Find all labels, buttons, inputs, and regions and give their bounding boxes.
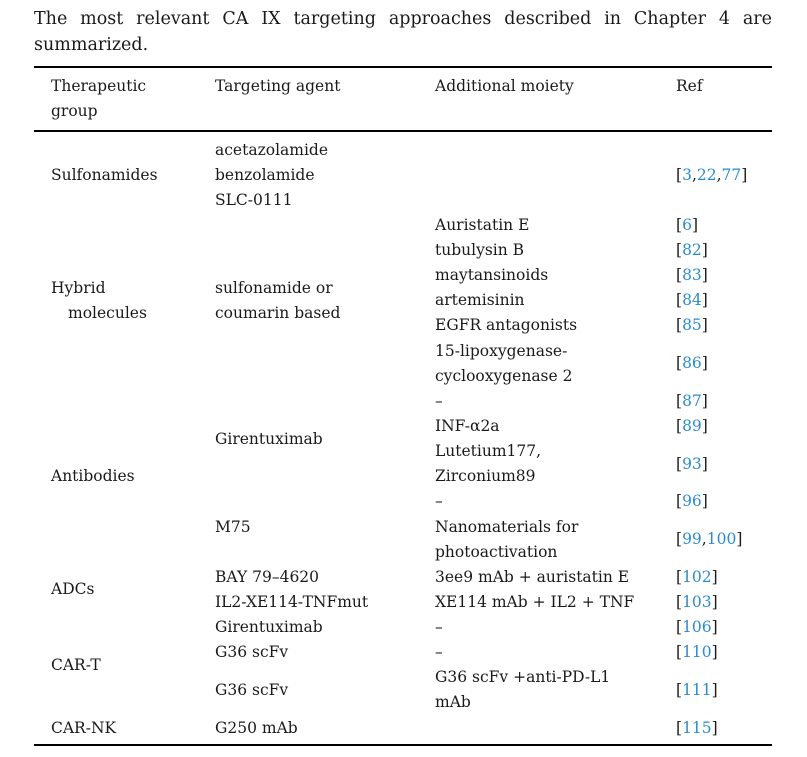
moiety-tubulysin: tubulysin B xyxy=(435,241,525,259)
group-car-nk: CAR-NK xyxy=(51,719,117,737)
moiety-lutetium: Lutetium177, xyxy=(435,442,542,460)
agent-girentuximab: Girentuximab xyxy=(215,430,323,448)
ref-link-83[interactable]: 83 xyxy=(682,266,702,284)
header-therapeutic-group: Therapeutic group xyxy=(51,77,147,120)
moiety-3ee9: 3ee9 mAb + auristatin E xyxy=(435,568,630,586)
agent-hybrid-line1: sulfonamide or xyxy=(215,279,333,297)
moiety-g36-pd-line1: G36 scFv +anti-PD-L1 xyxy=(435,668,611,686)
moiety-zirconium: Zirconium89 xyxy=(435,467,536,485)
moiety-lox-line1: 15-lipoxygenase- xyxy=(435,342,568,360)
ref-link-99[interactable]: 99 xyxy=(682,530,702,548)
group-hybrid-line1: Hybrid xyxy=(51,279,106,297)
ref-link-3[interactable]: 3 xyxy=(682,166,692,184)
ref-84: [84] xyxy=(676,291,708,309)
agent-m75: M75 xyxy=(215,518,251,536)
group-sulfonamides: Sulfonamides xyxy=(51,166,158,184)
ref-link-102[interactable]: 102 xyxy=(682,568,712,586)
ref-link-77[interactable]: 77 xyxy=(721,166,742,184)
agent-slc0111: SLC-0111 xyxy=(215,191,293,209)
agent-g250: G250 mAb xyxy=(215,719,298,737)
ref-link-111[interactable]: 111 xyxy=(682,681,712,699)
ref-link-89[interactable]: 89 xyxy=(682,417,702,435)
moiety-nano-line2: photoactivation xyxy=(435,543,558,561)
agent-girentuximab-adc: Girentuximab xyxy=(215,618,323,636)
moiety-dash-110: – xyxy=(435,643,443,661)
ref-87: [87] xyxy=(676,392,708,410)
agent-g36-2: G36 scFv xyxy=(215,681,289,699)
moiety-maytansinoids: maytansinoids xyxy=(435,266,549,284)
ref-99-100: [99,100] xyxy=(676,530,743,548)
agent-il2: IL2-XE114-TNFmut xyxy=(215,593,369,611)
agent-benzolamide: benzolamide xyxy=(215,166,315,184)
ref-link-106[interactable]: 106 xyxy=(682,618,712,636)
ref-link-103[interactable]: 103 xyxy=(682,593,712,611)
agent-g36-1: G36 scFv xyxy=(215,643,289,661)
ref-link-100[interactable]: 100 xyxy=(706,530,737,548)
header-bottom-rule xyxy=(34,130,772,132)
moiety-egfr: EGFR antagonists xyxy=(435,316,578,334)
ref-link-6[interactable]: 6 xyxy=(682,216,692,234)
ref-96: [96] xyxy=(676,492,708,510)
ref-111: [111] xyxy=(676,681,718,699)
agent-acetazolamide: acetazolamide xyxy=(215,141,329,159)
moiety-auristatin: Auristatin E xyxy=(435,216,530,234)
ref-link-84[interactable]: 84 xyxy=(682,291,702,309)
group-adcs: ADCs xyxy=(51,580,95,598)
header-targeting-agent: Targeting agent xyxy=(215,77,341,95)
ref-85: [85] xyxy=(676,316,708,334)
ref-93: [93] xyxy=(676,455,708,473)
table-caption: The most relevant CA IX targeting approaches described in Chapter 4 are summarized. xyxy=(34,9,772,55)
ref-110: [110] xyxy=(676,643,718,661)
group-hybrid-line2: molecules xyxy=(68,304,147,322)
ref-link-115[interactable]: 115 xyxy=(682,719,712,737)
group-car-t: CAR-T xyxy=(51,656,101,674)
ref-link-22[interactable]: 22 xyxy=(696,166,717,184)
ref-89: [89] xyxy=(676,417,708,435)
table-top-rule xyxy=(34,66,772,68)
ref-link-110[interactable]: 110 xyxy=(682,643,712,661)
moiety-dash-106: – xyxy=(435,618,443,636)
moiety-nano-line1: Nanomaterials for xyxy=(435,518,579,536)
ref-115: [115] xyxy=(676,719,718,737)
agent-bay: BAY 79–4620 xyxy=(215,568,320,586)
ref-link-93[interactable]: 93 xyxy=(682,455,702,473)
ref-86: [86] xyxy=(676,354,708,372)
ref-link-87[interactable]: 87 xyxy=(682,392,702,410)
ref-sulfonamides: [3,22,77] xyxy=(676,166,748,184)
ref-106: [106] xyxy=(676,618,718,636)
table-bottom-rule xyxy=(34,744,772,746)
ref-link-85[interactable]: 85 xyxy=(682,316,702,334)
group-antibodies: Antibodies xyxy=(51,467,135,485)
moiety-lox-line2: cyclooxygenase 2 xyxy=(435,367,573,385)
moiety-artemisinin: artemisinin xyxy=(435,291,525,309)
ref-link-96[interactable]: 96 xyxy=(682,492,702,510)
ref-102: [102] xyxy=(676,568,718,586)
ref-link-86[interactable]: 86 xyxy=(682,354,702,372)
moiety-dash-87: – xyxy=(435,392,443,410)
ref-link-82[interactable]: 82 xyxy=(682,241,702,259)
ref-83: [83] xyxy=(676,266,708,284)
moiety-inf: INF-α2a xyxy=(435,417,500,435)
ref-6: [6] xyxy=(676,216,698,234)
moiety-dash-96: – xyxy=(435,492,443,510)
ref-103: [103] xyxy=(676,593,718,611)
moiety-xe114: XE114 mAb + IL2 + TNF xyxy=(435,593,635,611)
header-ref: Ref xyxy=(676,77,703,95)
ref-82: [82] xyxy=(676,241,708,259)
agent-hybrid-line2: coumarin based xyxy=(215,304,341,322)
header-additional-moiety: Additional moiety xyxy=(435,77,574,95)
moiety-g36-pd-line2: mAb xyxy=(435,693,471,711)
